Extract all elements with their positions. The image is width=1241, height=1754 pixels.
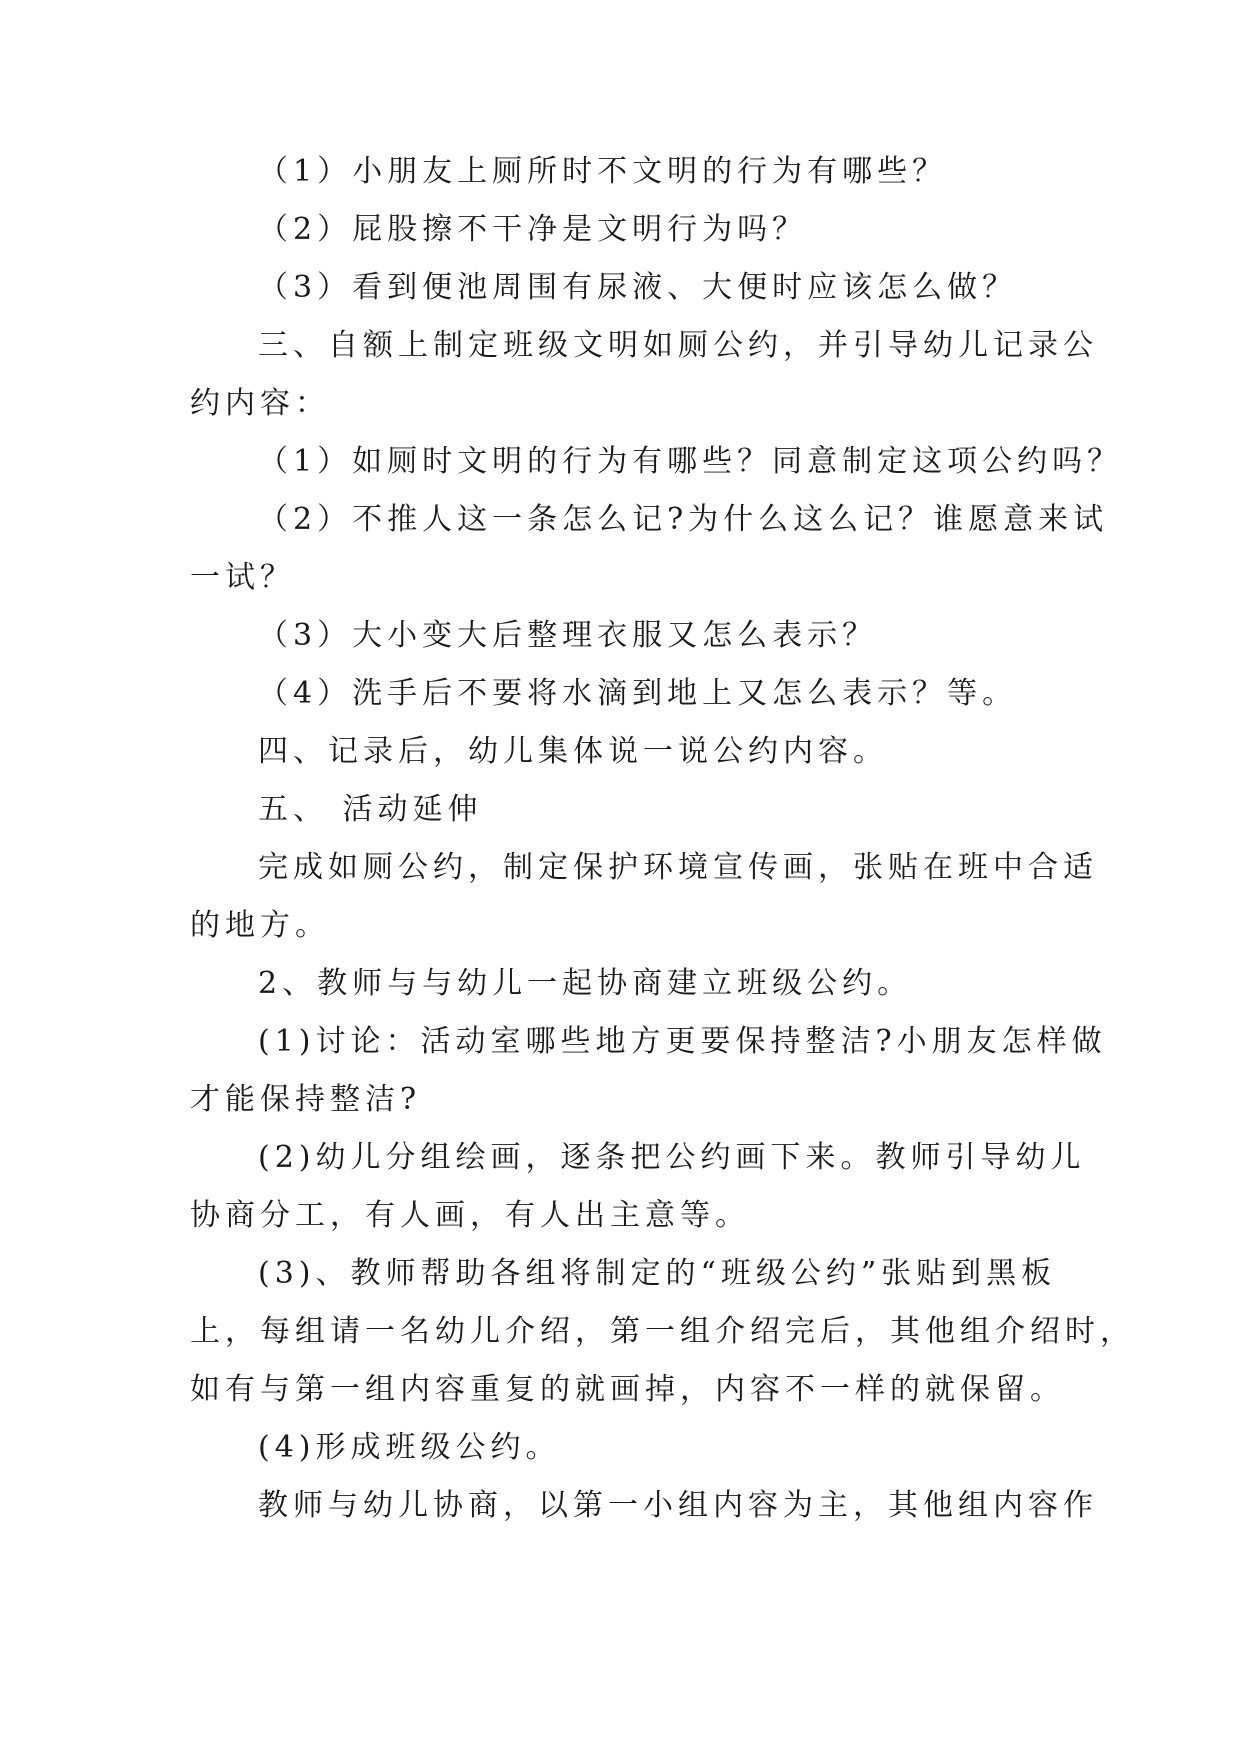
text-line: 才能保持整洁? [190,1082,422,1117]
text-line: （1）如厕时文明的行为有哪些？同意制定这项公约吗？ [258,444,1123,479]
text-line: （3）大小变大后整理衣服又怎么表示？ [258,618,878,653]
text-line: 教师与幼儿协商，以第一小组内容为主，其他组内容作 [258,1488,1098,1523]
text-line: 的地方。 [190,908,330,943]
text-line: 完成如厕公约，制定保护环境宣传画，张贴在班中合适 [258,850,1098,885]
text-line: （4）洗手后不要将水滴到地上又怎么表示？等。 [258,676,1018,711]
text-line: 上，每组请一名幼儿介绍，第一组介绍完后，其他组介绍时， [190,1314,1135,1349]
text-line: 五、 活动延伸 [258,792,483,827]
text-line: (1)讨论：活动室哪些地方更要保持整洁?小朋友怎样做 [258,1024,1107,1059]
text-line: 协商分工，有人画，有人出主意等。 [190,1198,750,1233]
text-line: （2）屁股擦不干净是文明行为吗？ [258,212,808,247]
text-line: 三、自额上制定班级文明如厕公约，并引导幼儿记录公 [258,328,1098,363]
text-line: (2)幼儿分组绘画，逐条把公约画下来。教师引导幼儿 [258,1140,1086,1175]
text-line: 约内容： [190,386,330,421]
text-line: 如有与第一组内容重复的就画掉，内容不一样的就保留。 [190,1372,1065,1407]
text-line: （3）看到便池周围有尿液、大便时应该怎么做？ [258,270,1018,305]
text-line: (4)形成班级公约。 [258,1430,561,1465]
text-line: (3)、教师帮助各组将制定的“班级公约”张贴到黑板 [258,1256,1057,1291]
text-line: （2）不推人这一条怎么记?为什么这么记？谁愿意来试 [258,502,1109,537]
text-line: 2、教师与与幼儿一起协商建立班级公约。 [258,966,913,1001]
text-line: 四、记录后，幼儿集体说一说公约内容。 [258,734,888,769]
text-line: 一试？ [190,560,295,595]
text-line: （1）小朋友上厕所时不文明的行为有哪些？ [258,154,948,189]
